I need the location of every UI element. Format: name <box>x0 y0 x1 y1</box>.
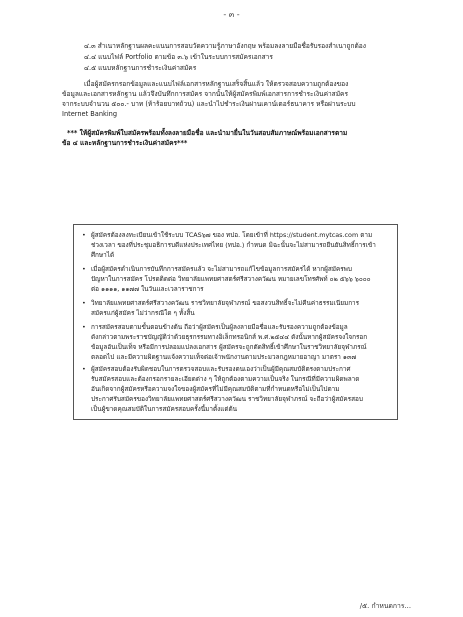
bullet-icon: • <box>82 365 86 373</box>
notice-item-5-line-5-inbox: เป็นผู้ขาดคุณสมบัติในการสมัครสอบครั้งนี้มาตั้งแต่ต้น <box>91 405 238 413</box>
notice-item-5-line-1: ผู้สมัครสอบต้องรับผิดชอบในการตรวจสอบและรับรองตนเองว่าเป็นผู้มีคุณสมบัติตรงตามประกาศ <box>91 365 351 373</box>
continuation-footer: /๕. กำหนดการ... <box>359 602 411 610</box>
bullet-icon: • <box>82 265 86 273</box>
notice-item-5-line-3: อันเกิดจากผู้สมัครหรือความจงใจของผู้สมัครที่ไม่มีคุณสมบัติตามที่กำหนดหรือไม่เป็นไปตาม <box>91 385 340 393</box>
notice-item-2-line-3: ต่อ ๑๑๑๑, ๑๑๗๗ ในวันและเวลาราชการ <box>91 285 204 293</box>
paragraph-line-4: Internet Banking <box>62 110 118 118</box>
paragraph-line-3: จากระบบจำนวน ๕๐๐.- บาท (ห้าร้อยบาทถ้วน) และนำไปชำระเงินผ่านเคาน์เตอร์ธนาคาร หรือผ่านระบบ <box>62 100 356 108</box>
page-number: - ๓ - <box>223 10 240 19</box>
notice-item-5-line-4: ประกาศรับสมัครของวิทยาลัยแพทยศาสตร์ศรีสวางควัฒน ราชวิทยาลัยจุฬาภรณ์ จะถือว่าผู้สมัครสอบ <box>91 395 363 403</box>
section-4-5-line: ๔.๕ แนบหลักฐานการชำระเงินค่าสมัคร <box>84 64 197 72</box>
bullet-icon: • <box>82 323 86 331</box>
bullet-icon: • <box>82 231 86 239</box>
notice-item-4-line-1: การสมัครสอบตามขั้นตอนข้างต้น ถือว่าผู้สมัครเป็นผู้ลงลายมือชื่อและรับรองความถูกต้องข้อมูล <box>91 323 348 331</box>
notice-item-1-line-1: ผู้สมัครต้องลงทะเบียนเข้าใช้ระบบ TCAS๖๗ ของ ทปอ. โดยเข้าที่ https://student.mytcas.com ตาม <box>91 231 373 239</box>
section-4-4-line: ๔.๔ แนบไฟล์ Portfolio ตามข้อ ๓.๖ เข้าในระบบการสมัครเอกสาร <box>84 53 273 61</box>
note-line-1: *** ให้ผู้สมัครพิมพ์ใบสมัครพร้อมทั้งลงลายมือชื่อ และนำมายื่นในวันสอบสัมภาษณ์พร้อมเอกสารตาม <box>67 129 348 137</box>
notice-item-2-line-1: เมื่อผู้สมัครดำเนินการบันทึกการสมัครแล้ว จะไม่สามารถแก้ไขข้อมูลการสมัครได้ หากผู้สมัครพบ <box>91 265 352 273</box>
notice-item-1-line-2: ช่วงเวลา ของที่ประชุมอธิการบดีแห่งประเทศไทย (ทปอ.) กำหนด มิฉะนั้นจะไม่สามารถยืนยันสิทธิ์การเข้า <box>91 241 376 249</box>
paragraph-line-1: เมื่อผู้สมัครกรอกข้อมูลและแนบไฟล์เอกสารหลักฐานเสร็จสิ้นแล้ว ให้ตรวจสอบความถูกต้องของ <box>84 80 349 88</box>
notice-item-1-line-3: ศึกษาได้ <box>91 251 115 259</box>
section-4-3-line: ๔.๓ สำเนาหลักฐานผลคะแนนการสอบวัดความรู้ภาษาอังกฤษ พร้อมลงลายมือชื่อรับรองสำเนาถูกต้อง <box>84 42 366 50</box>
bullet-icon: • <box>82 299 86 307</box>
notice-box <box>73 224 398 420</box>
notice-item-5-line-2: รับสมัครสอบและต้องกรอกรายละเอียดต่าง ๆ ให้ถูกต้องตามความเป็นจริง ในกรณีที่มีความผิดพลาด <box>91 375 360 383</box>
notice-item-2-line-2: ปัญหาในการสมัคร โปรดติดต่อ วิทยาลัยแพทยศาสตร์ศรีสวางควัฒน หมายเลขโทรศัพท์ ๐๒ ๕๖๖ ๖๐๐๐ <box>91 275 371 283</box>
notice-item-4-line-3: ข้อมูลอันเป็นเท็จ หรือมีการปลอมแปลงเอกสาร ผู้สมัครจะถูกตัดสิทธิ์เข้าศึกษาในราชวิทยาลัยจุฬาภรณ์ <box>91 343 367 351</box>
notice-item-4-line-4: ตลอดไป และมีความผิดฐานแจ้งความเท็จต่อเจ้าพนักงานตามประมวลกฎหมายอาญา มาตรา ๑๓๗ <box>91 353 357 361</box>
note-line-2: ข้อ ๔ และหลักฐานการชำระเงินค่าสมัคร*** <box>62 139 188 147</box>
notice-item-3-line-2: สมัครแก่ผู้สมัคร ไม่ว่ากรณีใด ๆ ทั้งสิ้น <box>91 309 195 317</box>
notice-item-4-line-2: ดังกล่าวตามพระราชบัญญัติว่าด้วยธุรกรรมทางอิเล็กทรอนิกส์ พ.ศ.๒๕๔๔ ดังนั้นหากผู้สมัครจงใจกรอก <box>91 333 368 341</box>
paragraph-line-2: ข้อมูลและเอกสารหลักฐาน แล้วจึงบันทึกการสมัคร จากนั้นให้ผู้สมัครพิมพ์เอกสารการชำระเงินค่าสมัคร <box>62 90 349 98</box>
notice-item-3-line-1: วิทยาลัยแพทยศาสตร์ศรีสวางควัฒน ราชวิทยาลัยจุฬาภรณ์ ขอสงวนสิทธิ์จะไม่คืนค่าธรรมเนียมการ <box>91 299 360 307</box>
